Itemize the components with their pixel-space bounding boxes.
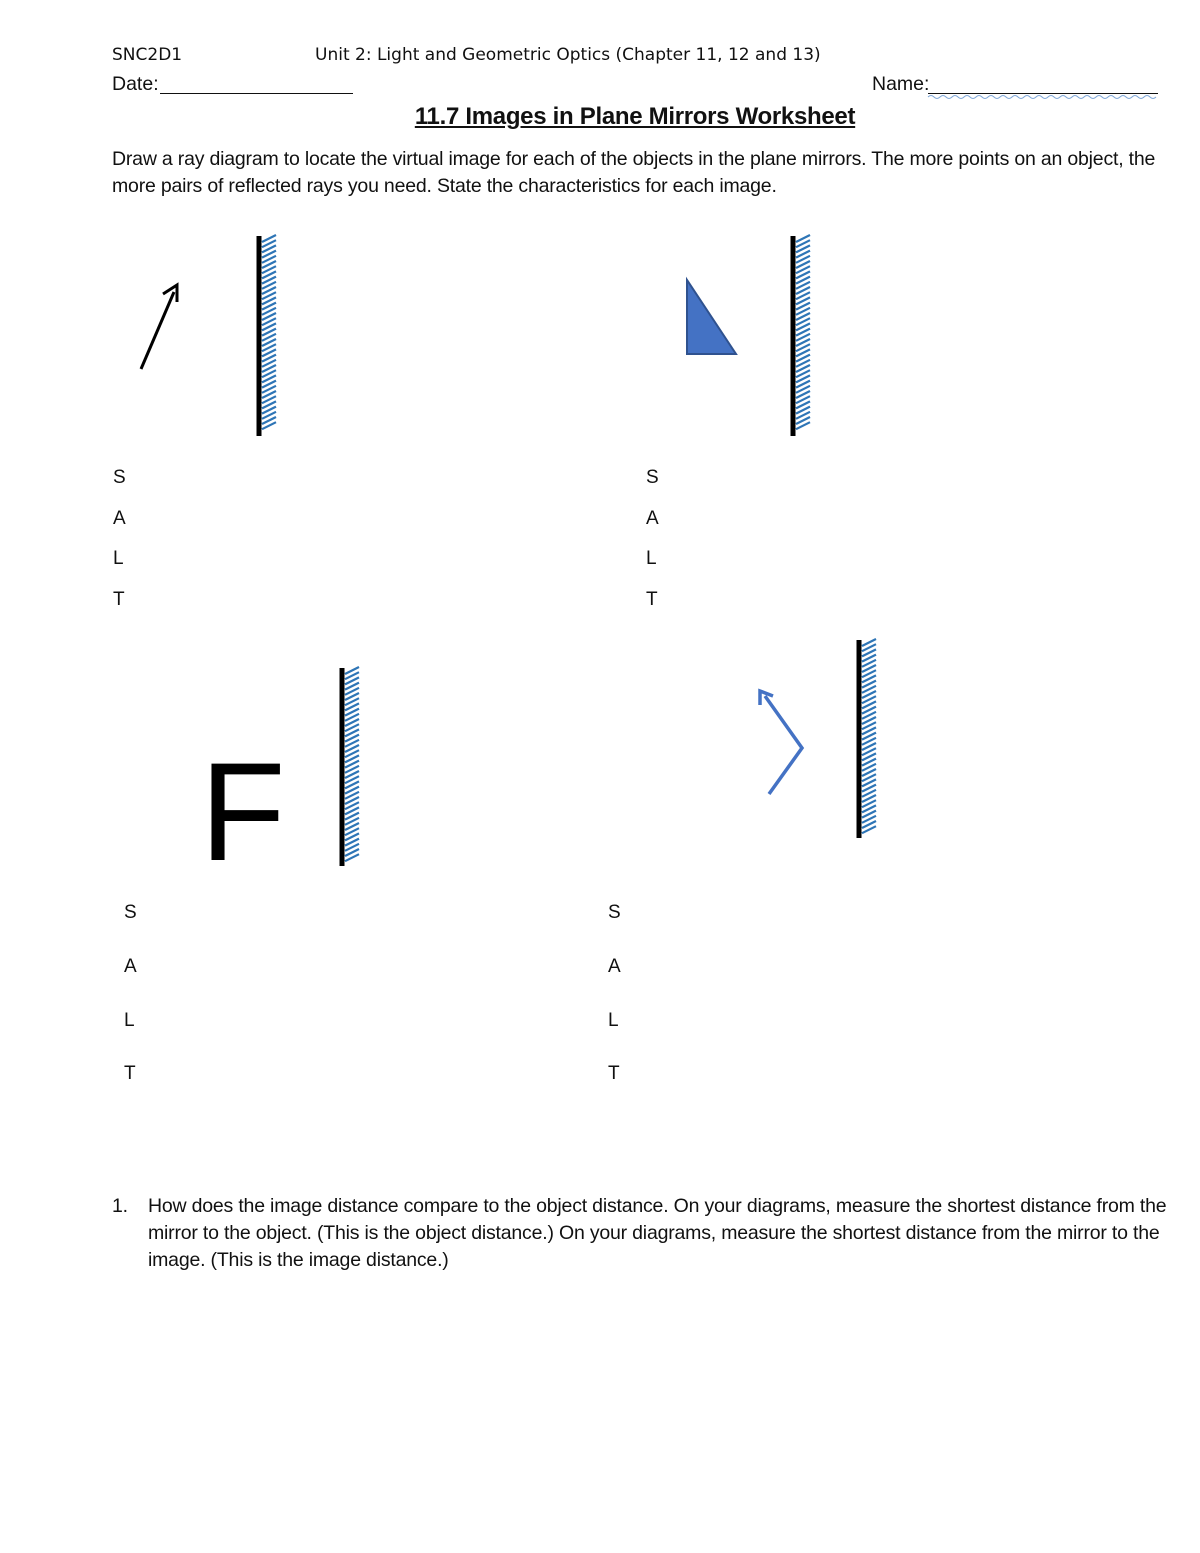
salt-type-label: T [113, 589, 125, 610]
mirror-2 [786, 236, 816, 436]
salt-attitude-label: A [646, 508, 659, 529]
question-1 [112, 1193, 1172, 1274]
instructions: Draw a ray diagram to locate the virtual image for each of the objects in the plane mirrors. The more points on an object, the more pairs of reflected rays you need. State the characteristics for each image. [112, 148, 1156, 197]
mirror-1 [252, 236, 282, 436]
object-bent-arrow [755, 688, 815, 798]
object-triangle [682, 276, 742, 356]
mirror-3 [335, 668, 365, 866]
salt-location-label: L [113, 548, 124, 569]
salt-type-label: T [124, 1063, 136, 1084]
unit-title: Unit 2: Light and Geometric Optics (Chapter 11, 12 and 13) [315, 45, 821, 65]
salt-size-label: S [124, 902, 137, 923]
salt-attitude-label: A [113, 508, 126, 529]
name-label: Name: [872, 73, 930, 95]
mirror-4 [852, 640, 882, 838]
object-letter-f: F [200, 733, 286, 890]
salt-size-label: S [113, 467, 126, 488]
salt-location-label: L [608, 1010, 619, 1031]
name-field-underline-decoration [928, 94, 1158, 100]
date-label: Date: [112, 73, 159, 95]
salt-location-label: L [124, 1010, 135, 1031]
salt-location-label: L [646, 548, 657, 569]
course-code: SNC2D1 [112, 45, 183, 65]
question-number: 1. [112, 1195, 128, 1217]
salt-attitude-label: A [124, 956, 137, 977]
page-title: 11.7 Images in Plane Mirrors Worksheet [414, 103, 856, 130]
salt-attitude-label: A [608, 956, 621, 977]
name-field[interactable] [928, 73, 1158, 94]
salt-size-label: S [646, 467, 659, 488]
salt-type-label: T [608, 1063, 620, 1084]
question-text: How does the image distance compare to the object distance. On your diagrams, measure the shortest distance from the mirror to the object. (This is the object distance.) On your diagrams, measure the shortest distance from the mirror to the image. (This is the image distance.) [148, 1195, 1167, 1271]
object-arrow [130, 280, 190, 380]
salt-size-label: S [608, 902, 621, 923]
date-field[interactable] [160, 73, 353, 94]
salt-type-label: T [646, 589, 658, 610]
